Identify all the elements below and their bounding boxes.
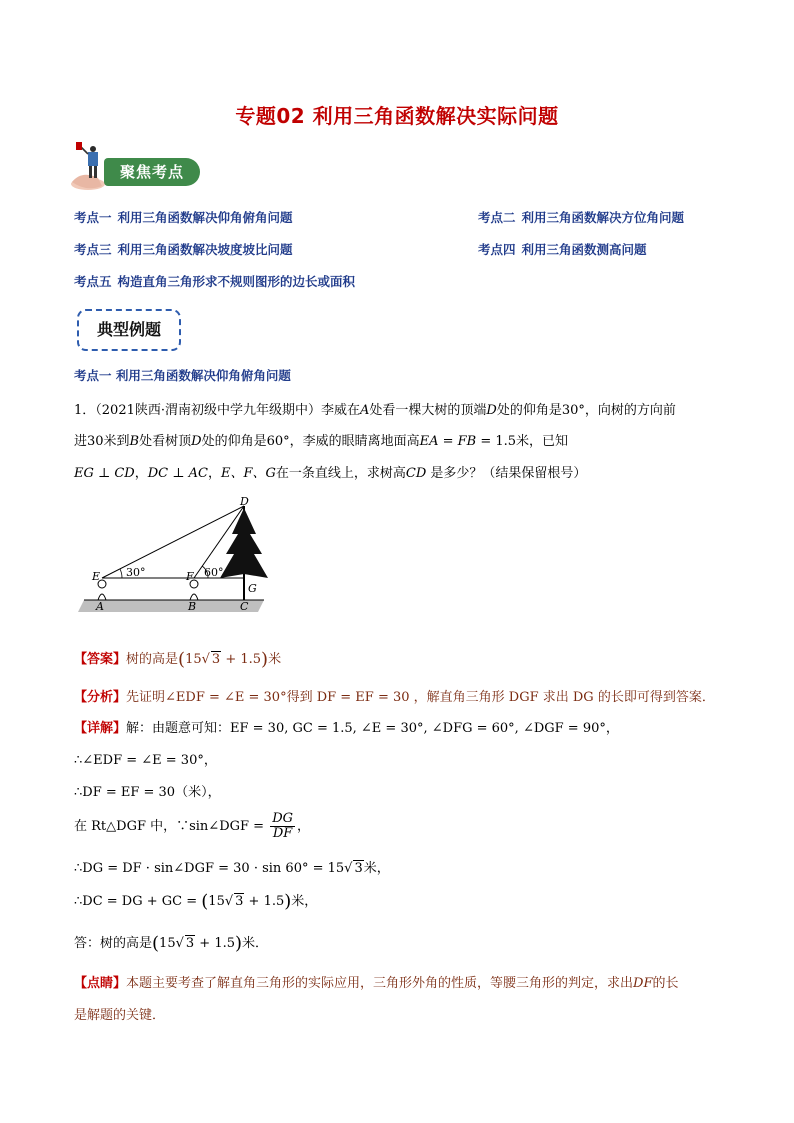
analysis-line: 【分析】先证明∠EDF = ∠E = 30°得到 DF = EF = 30 ，解直角三角形 DGF 求出 DG 的长即可得到答案． — [74, 690, 715, 705]
tree-icon — [220, 508, 268, 578]
section-heading: 考点一 利用三角函数解决仰角俯角问题 — [74, 368, 291, 383]
detail-line-7: 答：树的高是(15√ 3 + 1.5)米． — [74, 933, 269, 954]
kaodian-1: 考点一 利用三角函数解决仰角俯角问题 — [74, 210, 293, 225]
detail-line-3: ∴DF = EF = 30（米）， — [74, 785, 221, 800]
answer-line: 【答案】树的高是(15√ 3 + 1.5)米 — [74, 649, 282, 670]
label-angle-30: 30° — [126, 566, 146, 579]
problem-line-3: EG ⊥ CD，DC ⊥ AC，E、F、G在一条直线上，求树高CD 是多少？（结果保留根号） — [74, 466, 587, 481]
page-title: 专题02 利用三角函数解决实际问题 — [235, 104, 559, 128]
kaodian-4: 考点四 利用三角函数测高问题 — [478, 242, 647, 257]
label-D: D — [240, 496, 249, 508]
detail-line-1: 【详解】解：由题意可知：EF = 30, GC = 1.5, ∠E = 30°, ∠DFG = 60°, ∠DGF = 90°， — [74, 721, 619, 736]
label-A: A — [96, 600, 104, 613]
detail-line-5: ∴DG = DF · sin∠DGF = 30 · sin 60° = 15√ 3米， — [74, 861, 390, 876]
kaodian-5: 考点五 构造直角三角形求不规则图形的边长或面积 — [74, 274, 356, 289]
ground — [78, 600, 264, 612]
focus-banner — [68, 140, 202, 192]
label-G: G — [248, 582, 257, 595]
detail-line-2: ∴∠EDF = ∠E = 30°， — [74, 753, 217, 768]
detail-line-6: ∴DC = DG + GC = (15√ 3 + 1.5)米， — [74, 891, 318, 912]
label-F: F — [186, 570, 194, 583]
label-C: C — [240, 600, 249, 613]
kaodian-2: 考点二 利用三角函数解决方位角问题 — [478, 210, 685, 225]
dianjing-line-2: 是解题的关键． — [74, 1008, 166, 1023]
label-B: B — [188, 600, 197, 613]
label-angle-60: 60° — [204, 566, 224, 579]
detail-line-4: 在 Rt△DGF 中，∵sin∠DGF = $\frac{DG}{DF}$ ， — [74, 811, 311, 841]
banner-label: 聚焦考点 — [104, 158, 200, 186]
label-E: E — [92, 570, 101, 583]
dianjing-line-1: 【点睛】本题主要考查了解直角三角形的实际应用，三角形外角的性质，等腰三角形的判定，求出DF的长 — [74, 976, 679, 991]
problem-line-2: 进30米到B处看树顶D处的仰角是60°，李威的眼睛离地面高EA = FB = 1.5米，已知 — [74, 434, 569, 449]
sine-fraction: $\frac{DG}{DF}$ — [272, 811, 293, 841]
kaodian-3: 考点三 利用三角函数解决坡度坡比问题 — [74, 242, 293, 257]
problem-line-1: 1．（2021陕西·渭南初级中学九年级期中）李威在A处看一棵大树的顶端D处的仰角是30°，向树的方向前 — [74, 403, 676, 418]
example-heading-box: 典型例题 — [77, 309, 181, 351]
tree-diagram — [74, 496, 274, 620]
